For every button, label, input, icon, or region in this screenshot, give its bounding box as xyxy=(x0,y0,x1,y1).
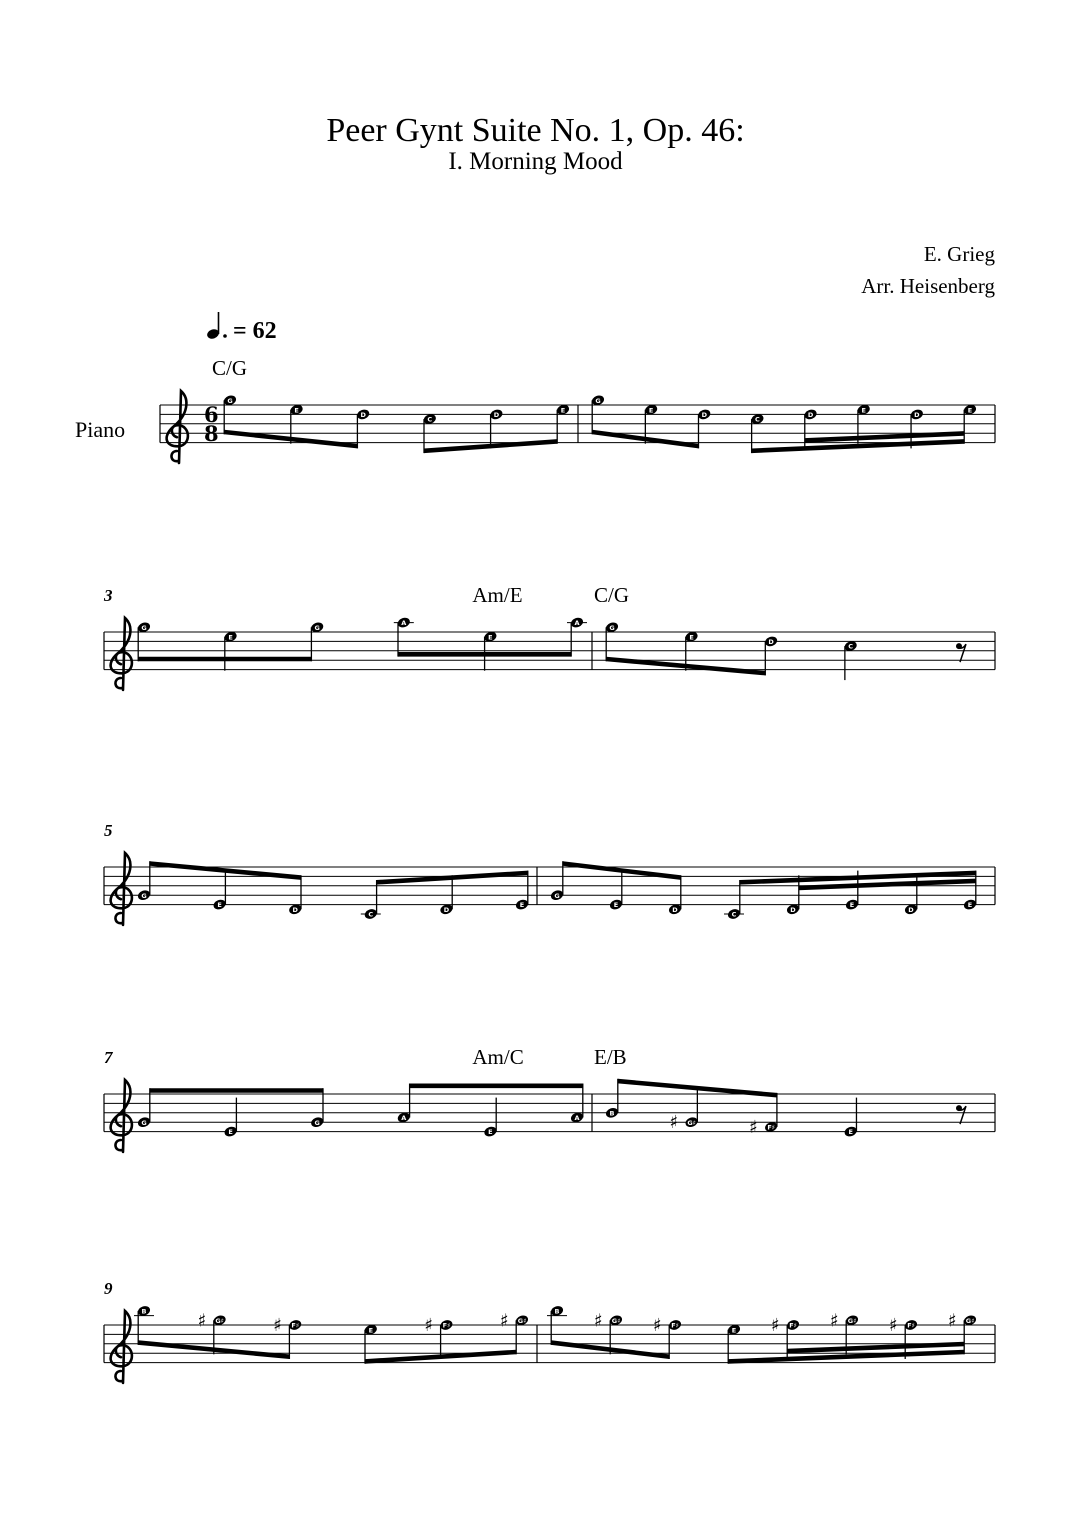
note-name-label: D xyxy=(672,905,678,914)
note-name-label: B xyxy=(141,1307,147,1316)
note-name-label: F♯ xyxy=(671,1321,679,1330)
note-name-label: E xyxy=(228,633,233,642)
measure-number: 7 xyxy=(104,1048,113,1067)
note-name-label: G xyxy=(141,891,147,900)
note-name-label: G xyxy=(314,1118,320,1127)
score-subtitle: I. Morning Mood xyxy=(448,148,623,175)
note-name-label: E xyxy=(861,406,866,415)
eighth-rest xyxy=(956,1105,966,1124)
note xyxy=(670,1088,699,1133)
note-name-label: E xyxy=(613,901,619,910)
eighth-rest xyxy=(956,643,966,662)
treble-clef-icon xyxy=(111,1080,132,1152)
note-name-label: E xyxy=(648,406,654,415)
sharp-accidental: ♯ xyxy=(948,1310,957,1332)
note-name-label: E xyxy=(849,901,855,910)
note-name-label: F♯ xyxy=(767,1123,775,1132)
staff-system xyxy=(103,583,995,690)
chord-symbol: Am/C xyxy=(472,1045,524,1069)
measure-number: 3 xyxy=(104,586,113,605)
note-name-label: E xyxy=(488,1128,493,1137)
composer-credit: E. Grieg xyxy=(923,242,995,266)
note-name-label: E xyxy=(488,633,493,642)
note-name-label: F♯ xyxy=(789,1321,797,1330)
note xyxy=(273,1315,302,1359)
tempo-value: = 62 xyxy=(233,318,277,344)
sharp-accidental: ♯ xyxy=(653,1315,662,1336)
note-name-label: G xyxy=(609,623,615,632)
sharp-accidental: ♯ xyxy=(273,1315,282,1336)
note-name-label: G xyxy=(554,891,560,900)
arranger-credit: Arr. Heisenberg xyxy=(861,274,995,298)
staff-system xyxy=(104,1279,995,1383)
note-name-label: G♯ xyxy=(611,1316,621,1325)
note xyxy=(653,1315,682,1359)
note xyxy=(605,1079,620,1119)
note-name-label: C xyxy=(427,415,433,424)
staff-system xyxy=(160,356,995,463)
note-name-label: D xyxy=(768,638,774,646)
treble-clef-icon xyxy=(167,391,188,463)
note-name-label: F♯ xyxy=(907,1321,915,1330)
note-name-label: C xyxy=(368,910,374,919)
note-name-label: D xyxy=(701,411,707,419)
sharp-accidental: ♯ xyxy=(424,1315,434,1336)
staff-system xyxy=(104,1045,995,1152)
note-name-label: E xyxy=(967,901,973,910)
note-name-label: A xyxy=(401,619,407,628)
note-name-label: G xyxy=(227,396,233,405)
note-name-label: E xyxy=(294,406,299,415)
sharp-accidental: ♯ xyxy=(594,1310,603,1332)
note-name-label: D xyxy=(443,905,450,914)
time-signature-denominator: 8 xyxy=(204,421,219,446)
note-name-label: E xyxy=(560,406,566,415)
note-name-label: E xyxy=(967,406,973,415)
time-signature-numerator: 6 xyxy=(204,402,219,427)
treble-clef-icon xyxy=(111,853,132,925)
note-name-label: G xyxy=(141,1118,147,1127)
sharp-accidental: ♯ xyxy=(749,1116,758,1138)
chord-symbol: C/G xyxy=(212,356,248,380)
sharp-accidental: ♯ xyxy=(669,1112,679,1134)
note xyxy=(948,1310,977,1354)
beam xyxy=(150,1088,323,1093)
sharp-accidental: ♯ xyxy=(830,1310,839,1332)
note-name-label: E xyxy=(217,901,222,910)
note-name-label: G♯ xyxy=(847,1316,857,1325)
tempo-dot xyxy=(223,334,227,338)
sharp-accidental: ♯ xyxy=(500,1310,509,1332)
beam xyxy=(410,1084,583,1089)
sharp-accidental: ♯ xyxy=(197,1310,207,1332)
note-name-label: D xyxy=(493,411,500,419)
staff-system xyxy=(104,821,995,925)
note-name-label: A xyxy=(574,619,580,628)
chord-symbol: Am/E xyxy=(472,583,523,607)
note xyxy=(424,1315,453,1359)
note-name-label: A xyxy=(401,1114,407,1123)
tempo-marking xyxy=(206,312,277,344)
note-name-label: G♯ xyxy=(687,1118,696,1127)
note-name-label: C xyxy=(755,415,760,424)
sharp-accidental: ♯ xyxy=(771,1315,780,1336)
note-name-label: G♯ xyxy=(517,1316,527,1325)
note-name-label: B xyxy=(554,1307,560,1316)
note-name-label: F♯ xyxy=(442,1321,451,1330)
note-name-label: E xyxy=(731,1326,737,1335)
note xyxy=(500,1310,529,1354)
note-name-label: G xyxy=(141,623,147,632)
treble-clef-icon xyxy=(111,1311,132,1383)
note-name-label: E xyxy=(368,1326,374,1335)
note-name-label: G xyxy=(314,623,320,632)
note-name-label: E xyxy=(848,1128,853,1137)
note-name-label: G♯ xyxy=(215,1316,224,1325)
treble-clef-icon xyxy=(111,618,132,690)
note-name-label: D xyxy=(914,411,920,419)
chord-symbol: E/B xyxy=(594,1045,627,1069)
note-name-label: G xyxy=(595,396,601,405)
note-name-label: E xyxy=(228,1128,233,1137)
note-name-label: C xyxy=(848,642,854,651)
measure-number: 5 xyxy=(104,821,113,840)
note-name-label: C xyxy=(731,910,737,919)
note-name-label: F♯ xyxy=(291,1321,299,1330)
note-name-label: E xyxy=(689,633,694,642)
measure-number: 9 xyxy=(104,1279,113,1298)
note-name-label: D xyxy=(790,905,796,914)
note-name-label: G♯ xyxy=(965,1316,975,1325)
score-title: Peer Gynt Suite No. 1, Op. 46: xyxy=(326,112,745,149)
chord-symbol: C/G xyxy=(594,583,630,607)
note-name-label: D xyxy=(908,905,914,914)
beam xyxy=(398,652,571,657)
beam xyxy=(138,657,311,662)
note-name-label: D xyxy=(360,411,366,419)
note-name-label: D xyxy=(807,411,814,419)
note-name-label: B xyxy=(609,1109,615,1118)
note-name-label: E xyxy=(519,901,525,910)
note-name-label: A xyxy=(574,1114,580,1123)
note-name-label: D xyxy=(292,905,298,914)
sharp-accidental: ♯ xyxy=(889,1315,898,1336)
instrument-label: Piano xyxy=(75,417,126,442)
